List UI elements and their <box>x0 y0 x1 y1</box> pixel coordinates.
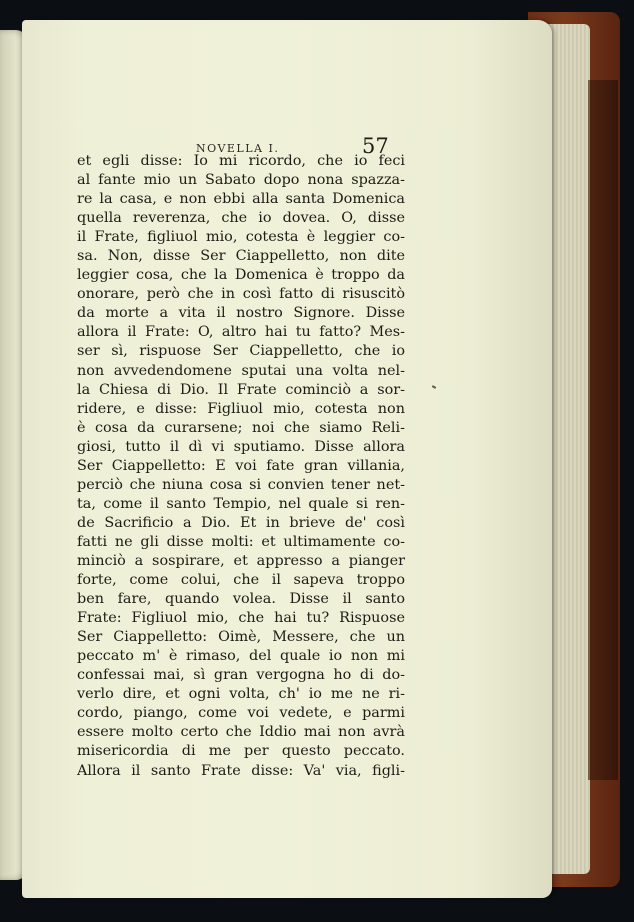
text-line: misericordia di me per questo peccato. <box>77 743 405 760</box>
text-line: verlo dire, et ogni volta, ch' io me ne ri- <box>77 686 405 703</box>
text-line: allora il Frate: O, altro hai tu fatto? Mes- <box>77 324 405 341</box>
text-line: re la casa, e non ebbi alla santa Domenica <box>77 191 405 208</box>
text-line: ridere, e disse: Figliuol mio, cotesta non <box>77 400 405 417</box>
text-line: perciò che niuna cosa si convien tener net- <box>77 476 405 493</box>
text-line: minciò a sospirare, et appresso a pianger <box>77 552 405 569</box>
text-line: forte, come colui, che il sapeva troppo <box>77 572 405 589</box>
text-line: è cosa da curarsene; noi che siamo Reli- <box>77 419 405 436</box>
text-line: essere molto certo che Iddio mai non avrà <box>77 724 405 741</box>
page-number: 57 <box>362 134 389 158</box>
text-line: Ser Ciappelletto: Oimè, Messere, che un <box>77 629 405 646</box>
text-line: Frate: Figliuol mio, che hai tu? Rispuose <box>77 610 405 627</box>
text-line: la Chiesa di Dio. Il Frate cominciò a sor- <box>77 381 405 398</box>
text-line: quella reverenza, che io dovea. O, disse <box>77 210 405 227</box>
text-line: cordo, piango, come voi vedete, e parmi <box>77 705 405 722</box>
text-line: fatti ne gli disse molti: et ultimamente co- <box>77 533 405 550</box>
text-line: onorare, però che in così fatto di risuscitò <box>77 286 405 303</box>
text-line: et egli disse: Io mi ricordo, che io feci <box>77 153 405 169</box>
text-line: sa. Non, disse Ser Ciappelletto, non dite <box>77 248 405 265</box>
body-text <box>77 152 405 781</box>
text-line: Allora il santo Frate disse: Va' via, figli- <box>77 762 405 779</box>
text-line: leggier cosa, che la Domenica è troppo da <box>77 267 405 284</box>
running-head: NOVELLA I. <box>196 142 280 155</box>
text-line: non avvedendomene sputai una volta nel- <box>77 362 405 379</box>
text-line: Ser Ciappelletto: E voi fate gran villania, <box>77 457 405 474</box>
text-line: peccato m' è rimaso, del quale io non mi <box>77 648 405 665</box>
text-line: il Frate, figliuol mio, cotesta è leggier co- <box>77 229 405 246</box>
text-line: confessai mai, sì gran vergogna ho di do- <box>77 667 405 684</box>
text-line: ser sì, rispuose Ser Ciappelletto, che io <box>77 343 405 360</box>
cover-shadow <box>588 80 618 780</box>
text-line: da morte a vita il nostro Signore. Disse <box>77 305 405 322</box>
text-line: ben fare, quando volea. Disse il santo <box>77 591 405 608</box>
text-line: de Sacrificio a Dio. Et in brieve de' così <box>77 514 405 531</box>
text-line: giosi, tutto il dì vi sputiamo. Disse allora <box>77 438 405 455</box>
text-line: al fante mio un Sabato dopo nona spazza- <box>77 172 405 189</box>
text-line: ta, come il santo Tempio, nel quale si ren- <box>77 495 405 512</box>
